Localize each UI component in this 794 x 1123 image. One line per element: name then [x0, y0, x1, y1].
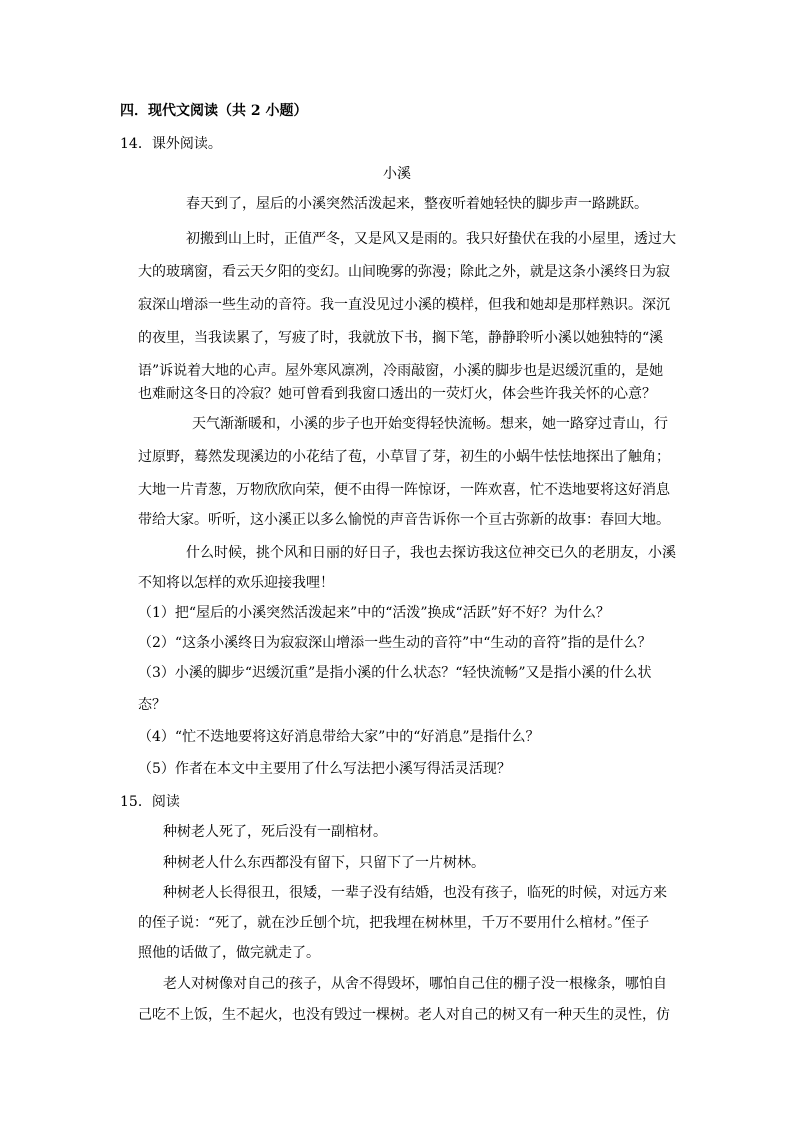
q14-paragraph-3-line: 过原野，蓦然发现溪边的小花结了苞，小草冒了芽，初生的小蜗牛怯怯地探出了触角； — [138, 449, 670, 465]
q14-question-3: （3）小溪的脚步“迟缓沉重”是指小溪的什么状态？“轻快流畅”又是指小溪的什么状 — [138, 665, 652, 681]
q14-question-5: （5）作者在本文中主要用了什么写法把小溪写得活灵活现？ — [138, 761, 511, 777]
section-heading: 四．现代文阅读（共 2 小题） — [120, 103, 308, 119]
q14-paragraph-2-line: 寂深山增添一些生动的音符。我一直没见过小溪的模样，但我和她却是那样熟识。深沉 — [138, 297, 670, 313]
q14-paragraph-2-line: 的夜里，当我读累了，写疲了时，我就放下书，搁下笔，静静聆听小溪以她独特的“溪 — [138, 330, 664, 346]
q14-paragraph-3-line: 天气渐渐暖和，小溪的步子也开始变得轻快流畅。想来，她一路穿过青山，行 — [192, 416, 668, 432]
q14-question-3-cont: 态？ — [138, 697, 166, 713]
q14-paragraph-3-line: 大地一片青葱，万物欣欣向荣，便不由得一阵惊讶，一阵欢喜，忙不迭地要将这好消息 — [138, 482, 670, 498]
q14-paragraph-3-line: 带给大家。听听，这小溪正以多么愉悦的声音告诉你一个亘古弥新的故事：春回大地。 — [138, 512, 670, 528]
q14-question-4: （4）“忙不迭地要将这好消息带给大家”中的“好消息”是指什么？ — [138, 729, 540, 745]
q14-paragraph-4-line: 不知将以怎样的欢乐迎接我哩！ — [138, 575, 334, 591]
q14-paragraph-1: 春天到了，屋后的小溪突然活泼起来，整夜听着她轻快的脚步声一路跳跃。 — [186, 196, 648, 212]
q14-question-2: （2）“这条小溪终日为寂寂深山增添一些生动的音符”中“生动的音符”指的是什么？ — [138, 635, 652, 651]
question-15-label: 15．阅读 — [120, 794, 180, 810]
question-14-label: 14．课外阅读。 — [120, 136, 222, 152]
passage-title: 小溪 — [383, 166, 411, 182]
q14-paragraph-2-line: 也难耐这冬日的冷寂？她可曾看到我窗口透出的一荧灯火，体会些许我关怀的心意？ — [138, 386, 656, 402]
q15-paragraph-3-line: 种树老人长得很丑，很矮，一辈子没有结婚，也没有孩子，临死的时候，对远方来 — [163, 885, 667, 901]
q14-paragraph-4-line: 什么时候，挑个风和日丽的好日子，我也去探访我这位神交已久的老朋友，小溪 — [186, 545, 676, 561]
q14-question-1: （1）把“屋后的小溪突然活泼起来”中的“活泼”换成“活跃”好不好？为什么？ — [138, 605, 610, 621]
q14-paragraph-2-line: 初搬到山上时，正值严冬，又是风又是雨的。我只好蛰伏在我的小屋里，透过大 — [186, 231, 676, 247]
q15-paragraph-4-line: 老人对树像对自己的孩子，从舍不得毁坏，哪怕自己住的棚子没一根椽条，哪怕自 — [163, 976, 667, 992]
q15-paragraph-3-line: 的侄子说：“死了，就在沙丘刨个坑，把我埋在树林里，千万不要用什么棺材。”侄子 — [138, 915, 650, 931]
q15-paragraph-4-line: 己吃不上饭，生不起火，也没有毁过一棵树。老人对自己的树又有一种天生的灵性，仿 — [138, 1007, 670, 1023]
q15-paragraph-1: 种树老人死了，死后没有一副棺材。 — [163, 824, 387, 840]
q14-paragraph-2-line: 大的玻璃窗，看云天夕阳的变幻。山间晚雾的弥漫；除此之外，就是这条小溪终日为寂 — [138, 264, 670, 280]
q15-paragraph-2: 种树老人什么东西都没有留下，只留下了一片树林。 — [163, 855, 485, 871]
q15-paragraph-3-line: 照他的话做了，做完就走了。 — [138, 945, 320, 961]
q14-paragraph-2-line: 语”诉说着大地的心声。屋外寒风凛冽，冷雨敲窗，小溪的脚步也是迟缓沉重的，是她 — [138, 363, 664, 379]
